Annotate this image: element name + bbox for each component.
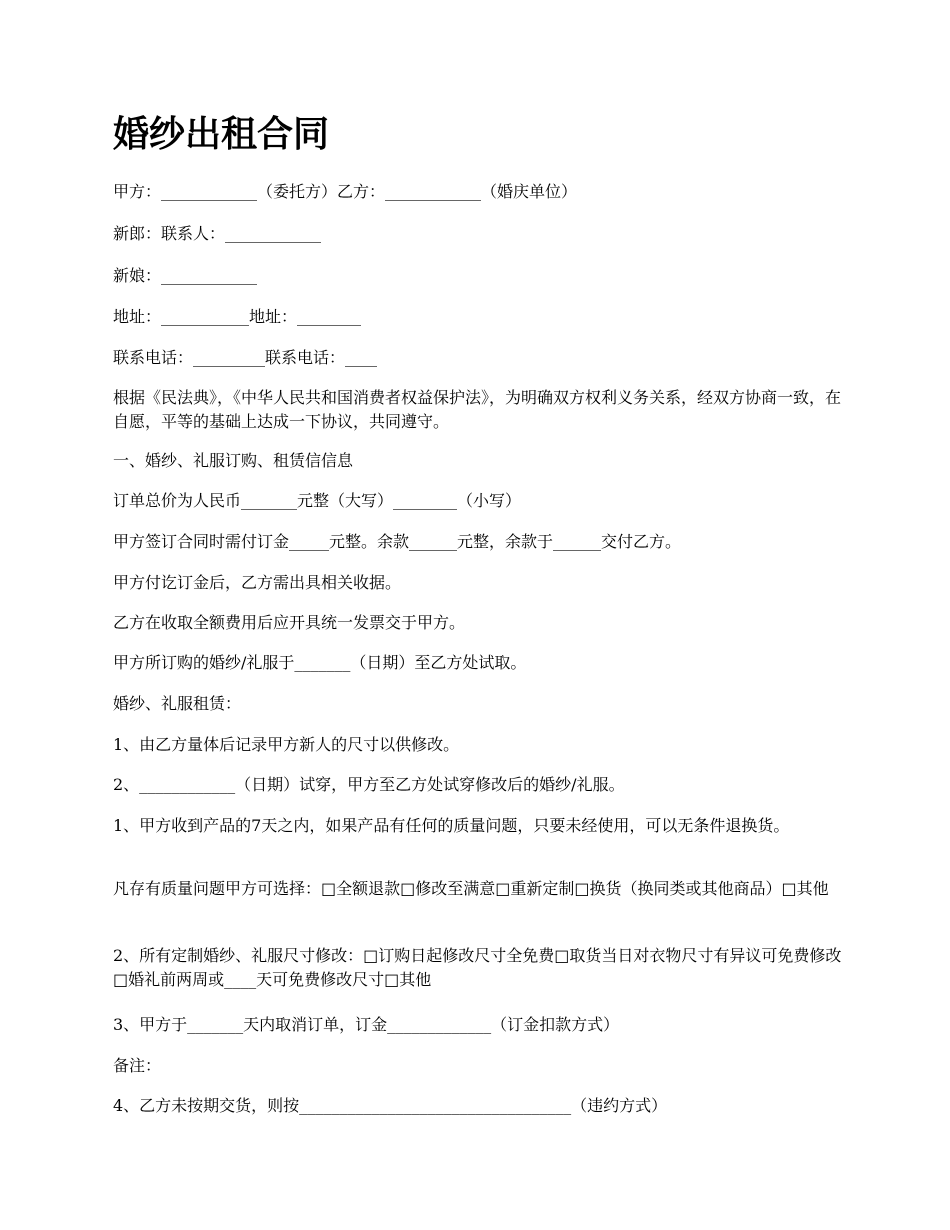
legal-basis-paragraph: 根据《民法典》，《中华人民共和国消费者权益保护法》，为明确双方权利义务关系，经双方协商一致，在自愿，平等的基础上达成一下协议，共同遵守。 <box>113 388 842 431</box>
phone-line: 联系电话：_________联系电话：____ <box>113 348 378 367</box>
invoice-line: 乙方在收取全额费用后应开具统一发票交于甲方。 <box>113 613 466 632</box>
remarks-label: 备注： <box>113 1056 162 1075</box>
quality-options-paragraph: 凡存有质量问题甲方可选择：□全额退款□修改至满意□重新定制□换货（换同类或其他商品）□其他 <box>113 879 829 898</box>
section-heading: 一、婚纱、礼服订购、租赁信信息 <box>113 451 354 470</box>
late-delivery-line: 4、乙方未按期交货，则按__________________________________（违约方式） <box>113 1096 668 1115</box>
alteration-options-paragraph: 2、所有定制婚纱、礼服尺寸修改：□订购日起修改尺寸全免费□取货当日对衣物尺寸有异议可免费修改□婚礼前两周或____天可免费修改尺寸□其他 <box>113 946 842 989</box>
fitting-date-line: 甲方所订购的婚纱/礼服于_______（日期）至乙方处试取。 <box>113 653 527 672</box>
deposit-line: 甲方签订合同时需付订金_____元整。余款______元整，余款于______交付乙方。 <box>113 532 682 551</box>
groom-contact-line: 新郎：联系人：____________ <box>113 224 322 243</box>
party-info-line: 甲方：____________（委托方）乙方：____________（婚庆单位） <box>113 182 578 201</box>
receipt-line: 甲方付讫订金后，乙方需出具相关收据。 <box>113 573 402 592</box>
address-line: 地址：___________地址：________ <box>113 307 362 326</box>
clause-return-policy: 1、甲方收到产品的7天之内，如果产品有任何的质量问题，只要未经使用，可以无条件退换货。 <box>113 816 790 835</box>
bride-line: 新娘：____________ <box>113 266 258 285</box>
rental-heading: 婚纱、礼服租赁： <box>113 694 242 713</box>
document-title: 婚纱出租合同 <box>113 114 330 155</box>
cancellation-line: 3、甲方于_______天内取消订单，订金_____________（订金扣款方式） <box>113 1015 620 1034</box>
order-total-line: 订单总价为人民币_______元整（大写）________（小写） <box>113 491 522 510</box>
clause-measurement: 1、由乙方量体后记录甲方新人的尺寸以供修改。 <box>113 735 460 754</box>
clause-fitting: 2、____________（日期）试穿，甲方至乙方处试穿修改后的婚纱/礼服。 <box>113 775 625 794</box>
